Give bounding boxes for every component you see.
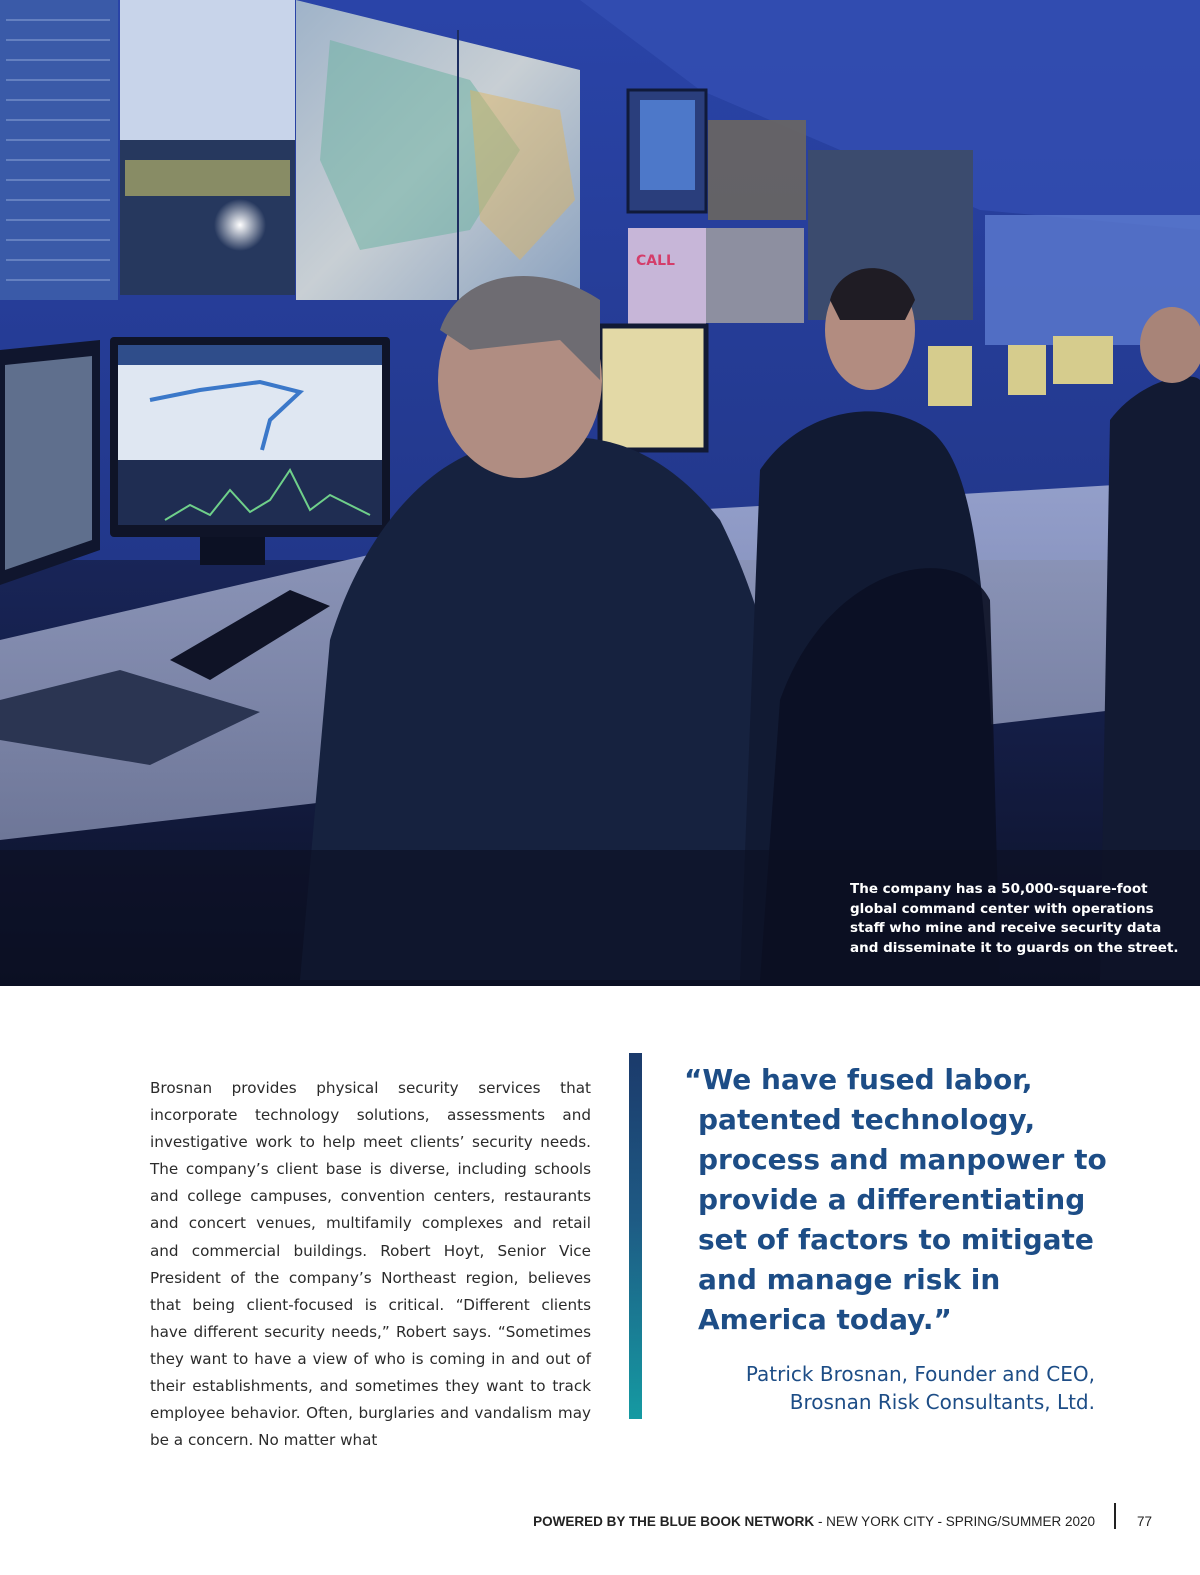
pull-quote-line: set of factors to mitigate [698, 1223, 1094, 1256]
pull-quote-line: process and manpower to [698, 1143, 1107, 1176]
page-number: 77 [1137, 1514, 1153, 1529]
pull-quote-line: and manage risk in [698, 1263, 1001, 1296]
footer-publication-rest: - NEW YORK CITY - SPRING/SUMMER 2020 [814, 1514, 1095, 1529]
pull-quote [684, 1060, 1164, 1340]
footer-publication [533, 1514, 1095, 1529]
footer-publication-bold: POWERED BY THE BLUE BOOK NETWORK [533, 1514, 815, 1529]
pull-quote-line: “We have fused labor, [684, 1063, 1033, 1096]
article-body-paragraph: Brosnan provides physical security services that incorporate technology solutions, assessments and investigative work to help meet clients’ security needs. The company’s client base is diverse, including schools and college campuses, convention centers, restaurants and concert venues, multifamily complexes and retail and commercial buildings. Robert Hoyt, Senior Vice President of the company’s Northeast region, believes that being client-focused is critical. “Different clients have different security needs,” Robert says. “Sometimes they want to have a view of who is coming in and out of their establishments, and sometimes they want to track employee behavior. Often, burglaries and vandalism may be a concern. No matter what [150, 1079, 591, 1450]
pull-quote-line: America today.” [698, 1303, 952, 1336]
svg-text:CALL: CALL [636, 253, 675, 269]
attribution-company: Brosnan Risk Consultants, Ltd. [789, 1390, 1095, 1414]
footer-divider [1114, 1503, 1116, 1529]
pull-quote-line: patented technology, [698, 1103, 1036, 1136]
pull-quote-attribution [640, 1360, 1095, 1416]
attribution-name-title: Patrick Brosnan, Founder and CEO, [745, 1362, 1095, 1386]
pull-quote-line: provide a differentiating [698, 1183, 1086, 1216]
photo-caption: The company has a 50,000-square-foot global command center with operations staff who mine and receive security data and disseminate it to guards on the street. [850, 881, 1179, 956]
